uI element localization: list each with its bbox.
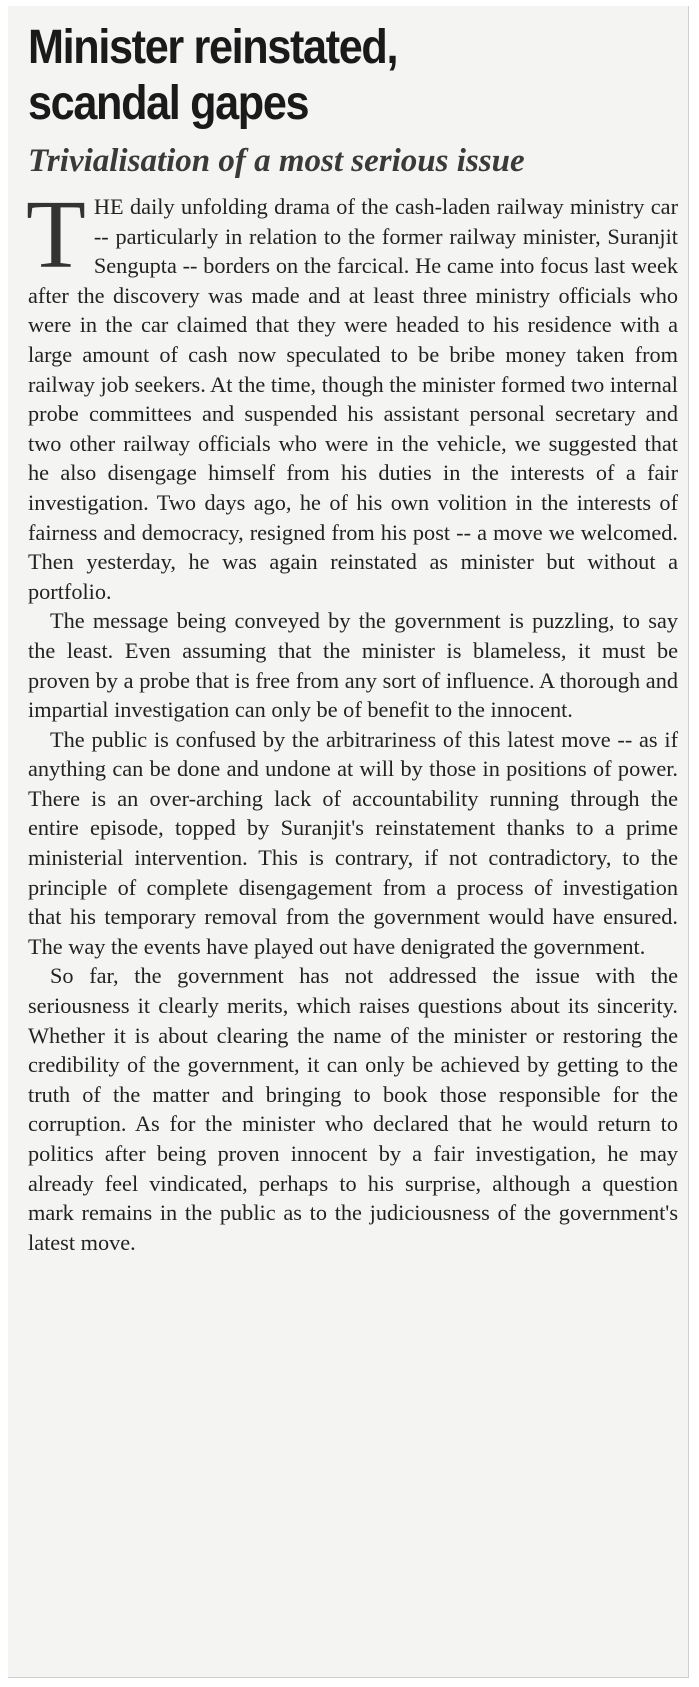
- paragraph-3: The public is confused by the arbitrariness of this latest move -- as if anything can be done and undone at will by those in positions of power. There is an over-arching lack of accountability running through the entire episode, topped by Suranjit's reinstatement thanks to a prime ministerial intervention. This is contrary, if not contradictory, to the principle of complete disengagement from a process of investigation that his temporary removal from the government would have ensured. The way the events have played out have denigrated the government.: [28, 726, 678, 959]
- paragraph-2: The message being conveyed by the government is puzzling, to say the least. Even assuming that the minister is blameless, it must be proven by a probe that is free from any sort of influence. A thorough and impartial investigation can only be of benefit to the innocent.: [28, 608, 678, 723]
- editorial-article: [28, 20, 678, 1257]
- paragraph-1-text: HE daily unfolding drama of the cash-laden railway ministry car -- particularly in relation to the former railway minister, Suranjit Sengupta -- borders on the farcical. He came into focus last week after the discovery was made and at least three ministry officials who were in the car claimed that they were headed to his residence with a large amount of cash now speculated to be bribe money taken from railway job seekers. At the time, though the minister formed two internal probe committees and suspended his assistant personal secretary and two other railway officials who were in the vehicle, we suggested that he also disengage himself from his duties in the interests of a fair investigation. Two days ago, he of his own volition in the interests of fairness and democracy, resigned from his post -- a move we welcomed. Then yesterday, he was again reinstated as minister but without a portfolio.: [28, 194, 678, 604]
- article-body: [26, 181, 678, 1257]
- headline-line-1: Minister reinstated,: [28, 21, 398, 74]
- paragraph-1: [26, 181, 678, 606]
- subheadline: Trivialisation of a most serious issue: [28, 143, 525, 179]
- headline-line-2: scandal gapes: [28, 77, 309, 130]
- headline: [28, 20, 676, 132]
- newspaper-clipping: [8, 6, 689, 1678]
- paragraph-4: So far, the government has not addressed the issue with the seriousness it clearly merits, which raises questions about its sincerity. Whether it is about clearing the name of the minister or restoring the credibility of the government, it can only be achieved by getting to the truth of the matter and bringing to book those responsible for the corruption. As for the minister who declared that he would return to politics after being proven innocent by a fair investigation, he may already feel vindicated, perhaps to his surprise, although a question mark remains in the public as to the judiciousness of the government's latest move.: [28, 963, 678, 1255]
- drop-cap: T: [26, 181, 86, 289]
